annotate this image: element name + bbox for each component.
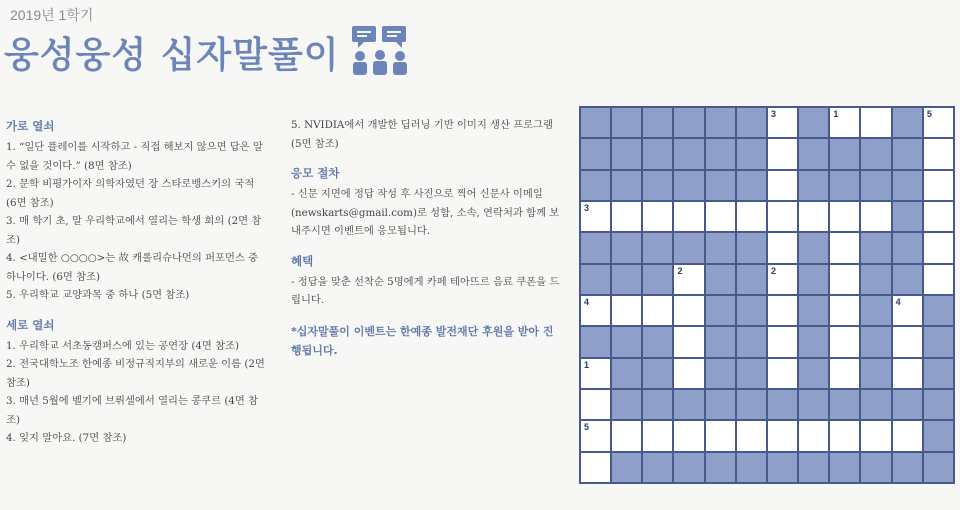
crossword-cell-blocked [799, 171, 828, 200]
crossword-cell-open[interactable] [830, 296, 859, 325]
down-clue-1: 1. 우리학교 서초동캠퍼스에 있는 공연장 (4면 참조) [6, 339, 240, 352]
crossword-cell-blocked [924, 421, 953, 450]
cell-number: 2 [677, 265, 683, 276]
crossword-cell-blocked [706, 139, 735, 168]
crossword-cell-blocked [706, 453, 735, 482]
crossword-cell-blocked [706, 390, 735, 419]
crossword-cell-blocked [861, 359, 890, 388]
crossword-cell-open[interactable] [643, 202, 672, 231]
crossword-cell-blocked [799, 453, 828, 482]
crossword-cell-open[interactable] [674, 359, 703, 388]
cell-number: 2 [770, 265, 776, 276]
benefit-heading: 혜택 [291, 253, 314, 268]
crossword-cell-blocked [643, 233, 672, 262]
crossword-cell-blocked [861, 171, 890, 200]
crossword-cell-blocked [581, 139, 610, 168]
crossword-cell-open[interactable] [581, 296, 610, 325]
crossword-cell-blocked [674, 139, 703, 168]
crossword-cell-blocked [799, 139, 828, 168]
crossword-cell-blocked [893, 453, 922, 482]
crossword-cell-open[interactable] [643, 421, 672, 450]
crossword-cell-open[interactable] [924, 265, 953, 294]
crossword-cell-open[interactable] [706, 202, 735, 231]
crossword-cell-open[interactable] [674, 296, 703, 325]
crossword-cell-blocked [924, 390, 953, 419]
crossword-cell-open[interactable] [830, 359, 859, 388]
crossword-cell-blocked [737, 359, 766, 388]
crossword-cell-blocked [830, 139, 859, 168]
crossword-cell-blocked [737, 171, 766, 200]
crossword-cell-blocked [612, 108, 641, 137]
clues-column-right [291, 116, 561, 360]
crossword-cell-open[interactable] [830, 108, 859, 137]
crossword-cell-open[interactable] [893, 296, 922, 325]
crossword-cell-blocked [612, 327, 641, 356]
crossword-cell-blocked [706, 265, 735, 294]
crossword-cell-open[interactable] [674, 202, 703, 231]
crossword-cell-open[interactable] [768, 108, 797, 137]
down-heading: 세로 열쇠 [6, 317, 55, 332]
crossword-cell-blocked [706, 108, 735, 137]
crossword-cell-blocked [706, 296, 735, 325]
crossword-cell-open[interactable] [581, 202, 610, 231]
crossword-cell-blocked [674, 233, 703, 262]
crossword-cell-blocked [799, 327, 828, 356]
crossword-cell-blocked [799, 265, 828, 294]
crossword-cell-open[interactable] [768, 171, 797, 200]
across-clue-1: 1. “일단 플레이를 시작하고 - 직접 해보지 않으면 답은 알 수 없을 것이다.” (8면 참조) [6, 141, 263, 172]
crossword-cell-open[interactable] [830, 233, 859, 262]
apply-text: - 신문 지면에 정답 작성 후 사진으로 찍어 신문사 이메일(newskarts@gmail.com)로 성함, 소속, 연락처과 함께 보내주시면 이벤트에 응모됩니다. [291, 188, 560, 237]
down-clue-2: 2. 전국대학노조 한예종 비정규직지부의 새로운 이름 (2면 참조) [6, 358, 265, 389]
crossword-cell-blocked [674, 453, 703, 482]
crossword-cell-open[interactable] [768, 421, 797, 450]
crossword-cell-blocked [612, 171, 641, 200]
crossword-cell-blocked [799, 233, 828, 262]
crossword-cell-blocked [799, 108, 828, 137]
cell-number: 3 [770, 109, 776, 119]
crossword-cell-open[interactable] [924, 233, 953, 262]
crossword-cell-blocked [612, 390, 641, 419]
crossword-cell-blocked [643, 139, 672, 168]
benefit-text: - 정답을 맞춘 선착순 5명에게 카페 테아뜨르 음료 쿠폰을 드립니다. [291, 275, 560, 306]
crossword-cell-open[interactable] [581, 453, 610, 482]
crossword-cell-open[interactable] [581, 359, 610, 388]
clues-column-left [6, 118, 268, 448]
crossword-cell-open[interactable] [893, 421, 922, 450]
crossword-cell-open[interactable] [768, 327, 797, 356]
crossword-cell-blocked [861, 233, 890, 262]
crossword-cell-blocked [581, 233, 610, 262]
crossword-cell-open[interactable] [612, 296, 641, 325]
crossword-cell-open[interactable] [768, 139, 797, 168]
crossword-cell-blocked [861, 327, 890, 356]
crossword-cell-blocked [737, 265, 766, 294]
crossword-cell-blocked [674, 171, 703, 200]
crossword-cell-blocked [706, 233, 735, 262]
crossword-cell-blocked [893, 233, 922, 262]
crossword-cell-open[interactable] [924, 171, 953, 200]
crossword-cell-open[interactable] [768, 202, 797, 231]
crossword-cell-open[interactable] [924, 202, 953, 231]
cell-number: 5 [926, 109, 932, 119]
crossword-cell-open[interactable] [830, 265, 859, 294]
across-clue-4: 4. <내밀한 ○○○○>는 故 캐롤리슈나먼의 퍼포먼스 중 하나이다. (6면 참조) [6, 252, 259, 283]
crossword-cell-open[interactable] [581, 421, 610, 450]
crossword-cell-blocked [581, 265, 610, 294]
crossword-cell-blocked [830, 390, 859, 419]
crossword-cell-blocked [643, 265, 672, 294]
crossword-cell-blocked [612, 265, 641, 294]
crossword-cell-blocked [861, 265, 890, 294]
crossword-cell-open[interactable] [737, 202, 766, 231]
down-clue-4: 4. 잊지 말아요. (7면 참조) [6, 432, 127, 444]
across-heading: 가로 열쇠 [6, 119, 55, 133]
crossword-cell-blocked [799, 390, 828, 419]
crossword-cell-open[interactable] [768, 233, 797, 262]
people-talking-icon [350, 24, 410, 76]
crossword-cell-blocked [581, 327, 610, 356]
crossword-cell-blocked [706, 359, 735, 388]
across-clue-2: 2. 문학 비평가이자 의학자였던 장 스타로뱅스키의 국적 (6면 참조) [6, 178, 255, 209]
crossword-cell-blocked [706, 327, 735, 356]
crossword-cell-open[interactable] [674, 421, 703, 450]
page-title: 웅성웅성 십자말풀이 [4, 35, 340, 76]
crossword-cell-blocked [924, 453, 953, 482]
crossword-cell-open[interactable] [861, 421, 890, 450]
crossword-cell-open[interactable] [674, 327, 703, 356]
crossword-cell-open[interactable] [893, 359, 922, 388]
crossword-cell-open[interactable] [612, 202, 641, 231]
across-clue-5: 5. 우리학교 교양과목 중 하나 (5면 참조) [6, 289, 190, 301]
crossword-cell-blocked [737, 390, 766, 419]
crossword-cell-blocked [581, 108, 610, 137]
down-clue-3: 3. 매년 5월에 벨기에 브뤼셀에서 열리는 콩쿠르 (4면 참조) [6, 395, 259, 426]
crossword-cell-blocked [893, 202, 922, 231]
semester-label: 2019년 1학기 [10, 7, 94, 23]
cell-number: 3 [584, 203, 590, 213]
crossword-cell-blocked [893, 108, 922, 137]
crossword-cell-blocked [893, 139, 922, 168]
crossword-cell-blocked [737, 296, 766, 325]
crossword-cell-blocked [581, 171, 610, 200]
crossword-cell-blocked [737, 233, 766, 262]
crossword-cell-blocked [643, 171, 672, 200]
crossword-cell-blocked [612, 139, 641, 168]
crossword-cell-open[interactable] [893, 327, 922, 356]
crossword-cell-blocked [737, 327, 766, 356]
crossword-cell-open[interactable] [706, 421, 735, 450]
crossword-cell-open[interactable] [768, 359, 797, 388]
crossword-cell-blocked [924, 327, 953, 356]
crossword-cell-blocked [768, 390, 797, 419]
crossword-cell-blocked [768, 453, 797, 482]
crossword-cell-blocked [861, 139, 890, 168]
crossword-cell-blocked [799, 296, 828, 325]
crossword-cell-blocked [643, 453, 672, 482]
crossword-cell-open[interactable] [799, 202, 828, 231]
across-clue-3: 3. 매 학기 초, 말 우리학교에서 열리는 학생 회의 (2면 참조) [6, 215, 262, 246]
crossword-cell-blocked [706, 171, 735, 200]
crossword-cell-blocked [737, 453, 766, 482]
crossword-cell-open[interactable] [581, 390, 610, 419]
crossword-cell-blocked [893, 265, 922, 294]
sponsor-note: *십자말풀이 이벤트는 한예종 발전재단 후원을 받아 진행됩니다. [291, 324, 554, 357]
cell-number: 1 [584, 359, 590, 370]
crossword-cell-open[interactable] [924, 108, 953, 137]
crossword-cell-open[interactable] [768, 265, 797, 294]
crossword-cell-open[interactable] [830, 421, 859, 450]
crossword-cell-blocked [830, 453, 859, 482]
crossword-cell-open[interactable] [674, 265, 703, 294]
cell-number: 4 [895, 297, 901, 307]
crossword-cell-open[interactable] [643, 296, 672, 325]
crossword-cell-blocked [830, 171, 859, 200]
crossword-cell-blocked [643, 359, 672, 388]
crossword-cell-blocked [924, 296, 953, 325]
crossword-cell-open[interactable] [799, 421, 828, 450]
crossword-cell-blocked [737, 139, 766, 168]
crossword-cell-blocked [861, 390, 890, 419]
cell-number: 5 [584, 422, 590, 433]
crossword-cell-blocked [924, 359, 953, 388]
crossword-cell-blocked [612, 453, 641, 482]
crossword-cell-open[interactable] [768, 296, 797, 325]
crossword-cell-open[interactable] [861, 108, 890, 137]
crossword-cell-open[interactable] [612, 421, 641, 450]
crossword-cell-blocked [674, 390, 703, 419]
crossword-cell-blocked [737, 108, 766, 137]
crossword-cell-blocked [861, 453, 890, 482]
crossword-cell-blocked [612, 233, 641, 262]
crossword-cell-blocked [674, 108, 703, 137]
crossword-cell-open[interactable] [861, 202, 890, 231]
crossword-cell-blocked [861, 296, 890, 325]
across-clue-5-continued: 5. NVIDIA에서 개발한 딥러닝 기반 이미지 생산 프로그램 (5면 참조) [291, 119, 553, 150]
crossword-cell-blocked [643, 108, 672, 137]
crossword-cell-blocked [893, 390, 922, 419]
crossword-cell-blocked [893, 171, 922, 200]
crossword-cell-open[interactable] [737, 421, 766, 450]
cell-number: 4 [584, 297, 590, 307]
crossword-cell-open[interactable] [924, 139, 953, 168]
cell-number: 1 [833, 109, 839, 119]
crossword-cell-blocked [643, 327, 672, 356]
crossword-cell-blocked [643, 390, 672, 419]
crossword-cell-blocked [799, 359, 828, 388]
crossword-grid [579, 106, 955, 484]
apply-heading: 응모 절차 [291, 166, 340, 180]
crossword-cell-blocked [612, 359, 641, 388]
crossword-cell-open[interactable] [830, 202, 859, 231]
crossword-cell-open[interactable] [830, 327, 859, 356]
